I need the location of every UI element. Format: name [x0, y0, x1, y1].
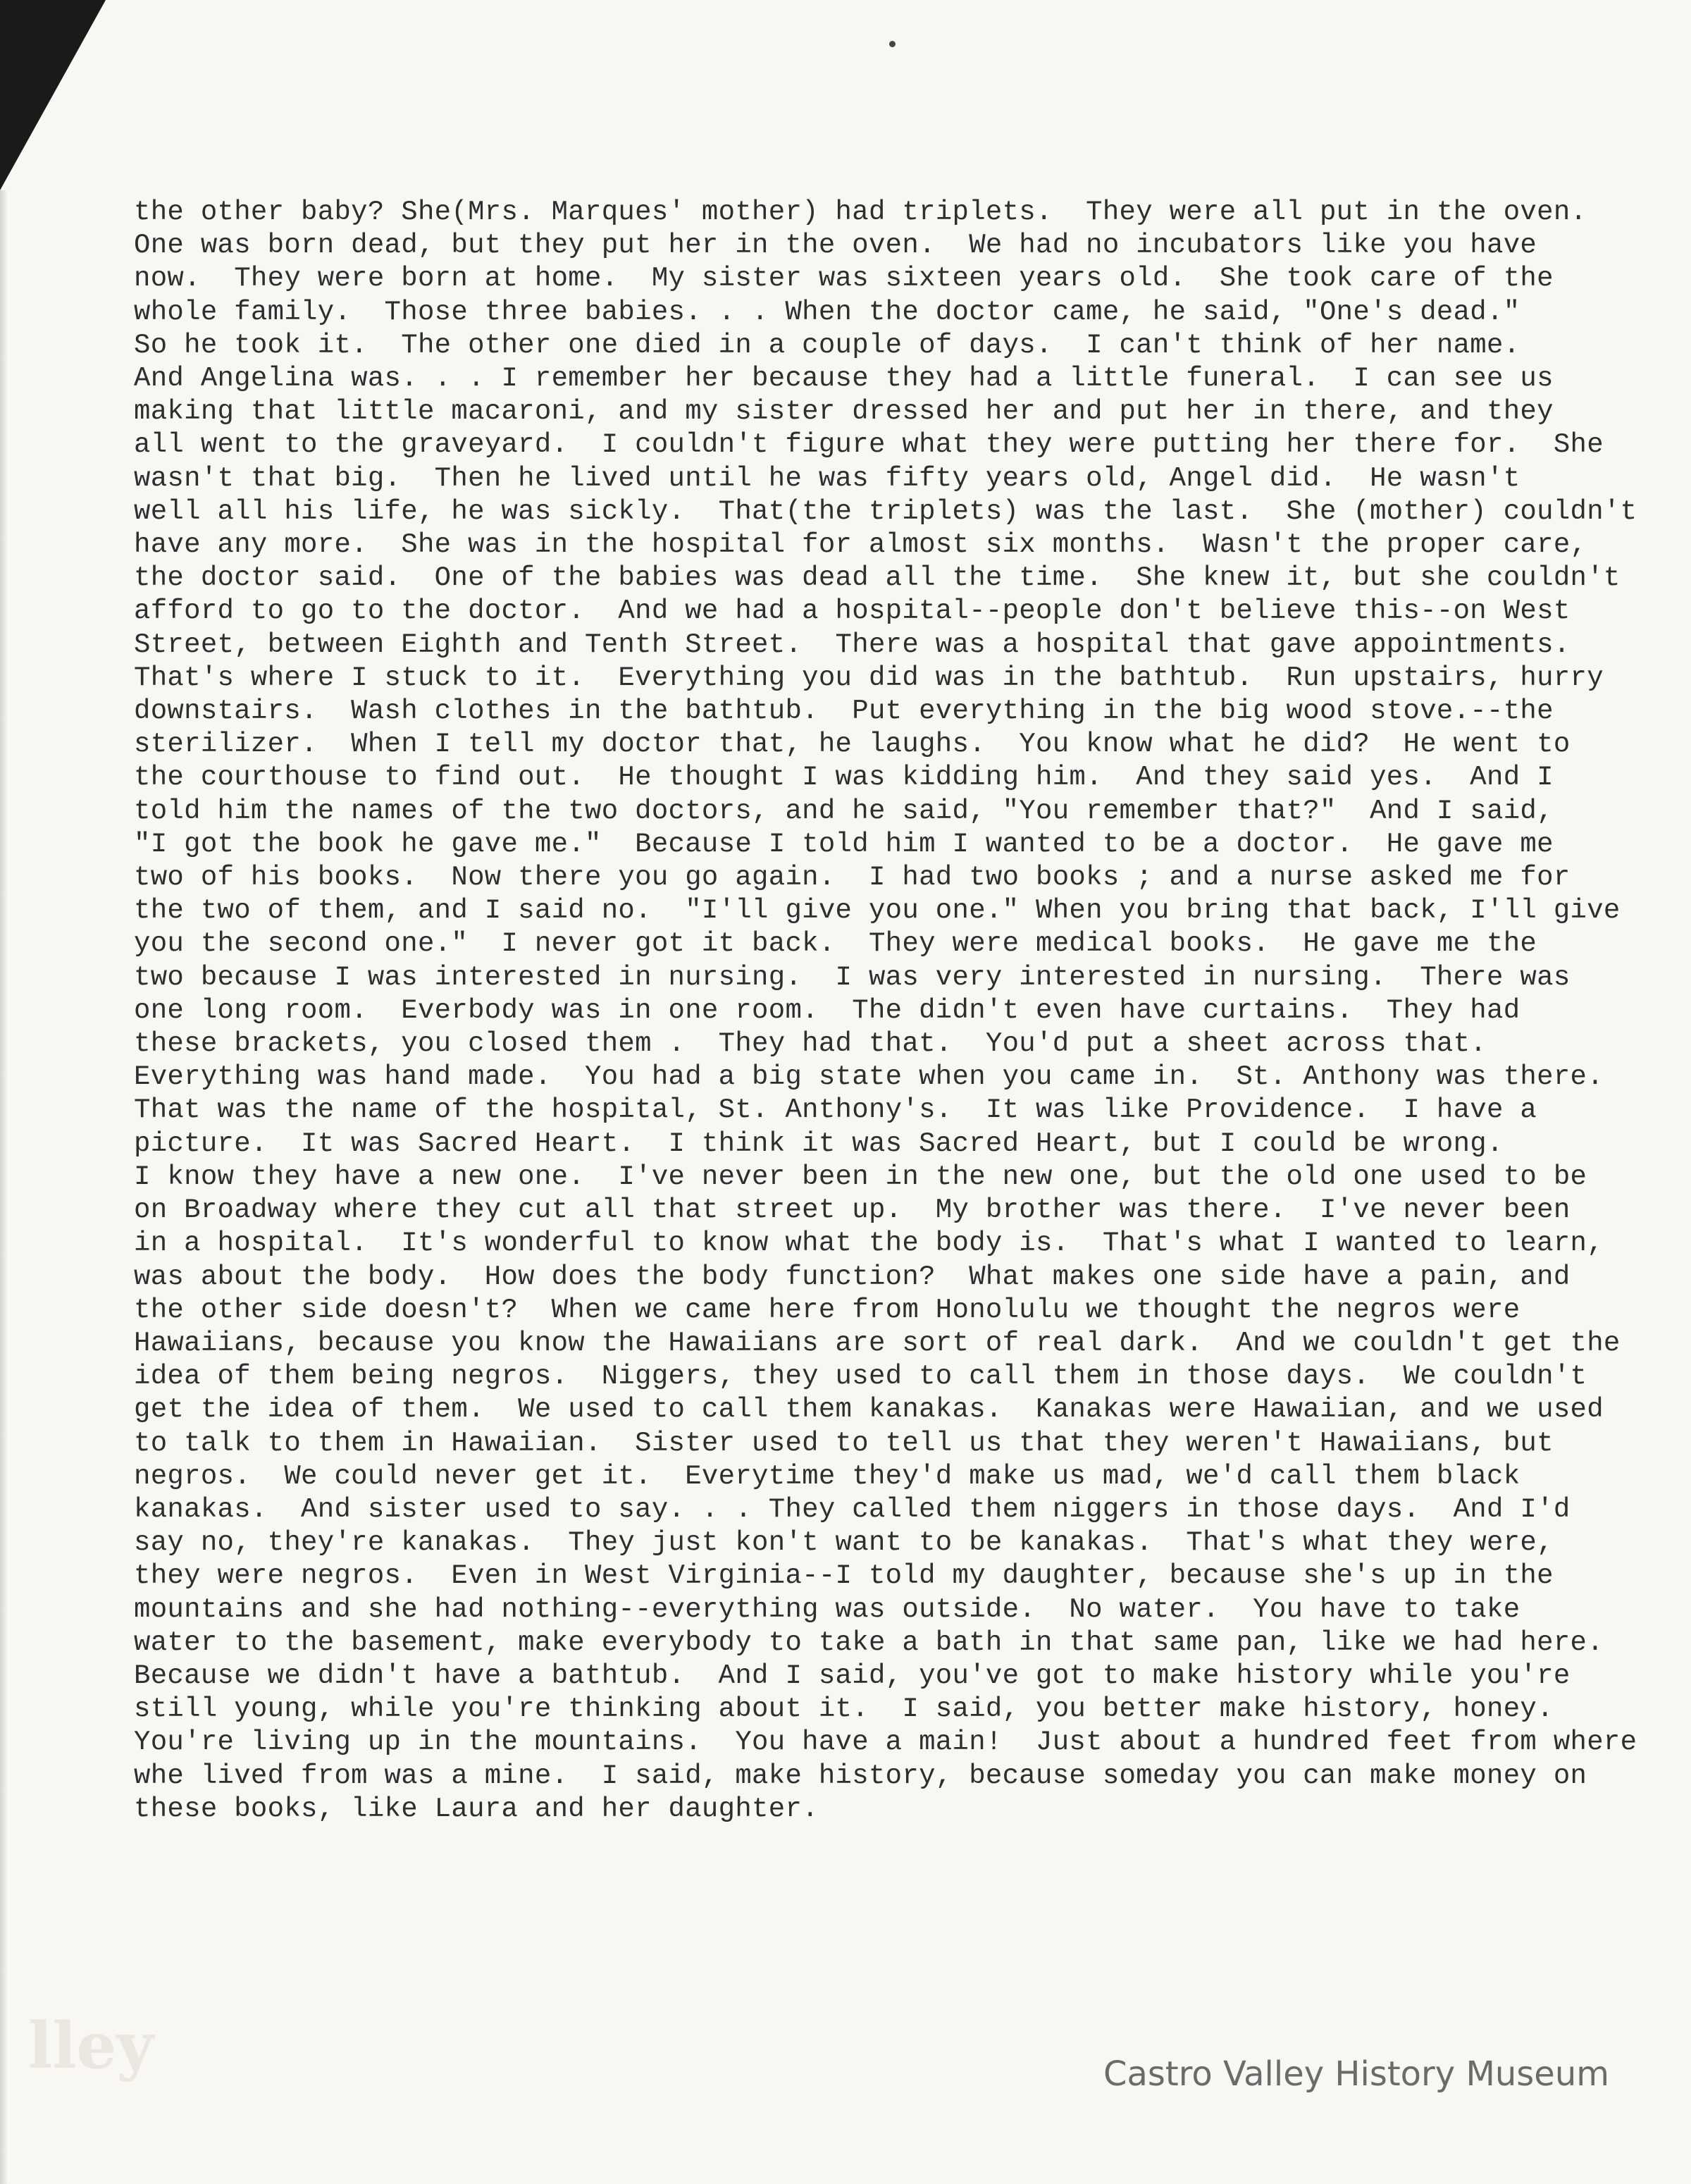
text-line: the two of them, and I said no. "I'll give you one." When you bring that back, I'll give: [134, 895, 1621, 927]
text-line: in a hospital. It's wonderful to know what the body is. That's what I wanted to learn,: [134, 1228, 1604, 1259]
text-line: whe lived from was a mine. I said, make history, because someday you can make money on: [134, 1760, 1587, 1791]
museum-watermark: Castro Valley History Museum: [1103, 2054, 1609, 2094]
text-line: the other baby? She(Mrs. Marques' mother) had triplets. They were all put in the oven.: [134, 197, 1587, 228]
page-edge-shadow: [0, 190, 7, 2184]
text-line: idea of them being negros. Niggers, they used to call them in those days. We couldn't: [134, 1361, 1587, 1393]
text-line: the other side doesn't? When we came here from Honolulu we thought the negros were: [134, 1294, 1520, 1326]
text-line: kanakas. And sister used to say. . . They called them niggers in those days. And I'd: [134, 1493, 1571, 1525]
text-line: picture. It was Sacred Heart. I think it was Sacred Heart, but I could be wrong.: [134, 1128, 1504, 1159]
text-line: That's where I stuck to it. Everything you did was in the bathtub. Run upstairs, hurry: [134, 662, 1604, 693]
text-line: two of his books. Now there you go again. I had two books ; and a nurse asked me for: [134, 862, 1571, 894]
text-line: Because we didn't have a bathtub. And I said, you've got to make history while you're: [134, 1660, 1571, 1691]
text-line: say no, they're kanakas. They just kon't want to be kanakas. That's what they were,: [134, 1527, 1554, 1559]
text-line: Street, between Eighth and Tenth Street. There was a hospital that gave appointments.: [134, 629, 1571, 660]
text-line: to talk to them in Hawaiian. Sister used to tell us that they weren't Hawaiians, but: [134, 1427, 1554, 1459]
text-line: they were negros. Even in West Virginia--I told my daughter, because she's up in the: [134, 1560, 1554, 1592]
background-ghost-text: lley: [28, 2009, 154, 2083]
text-line: afford to go to the doctor. And we had a hospital--people don't believe this--on West: [134, 596, 1571, 627]
text-line: now. They were born at home. My sister was sixteen years old. She took care of the: [134, 263, 1554, 295]
text-line: That was the name of the hospital, St. Anthony's. It was like Providence. I have a: [134, 1094, 1537, 1126]
text-line: get the idea of them. We used to call them kanakas. Kanakas were Hawaiian, and we used: [134, 1394, 1604, 1426]
text-line: "I got the book he gave me." Because I told him I wanted to be a doctor. He gave me: [134, 828, 1554, 860]
typewritten-transcript: [134, 196, 1656, 1826]
text-line: mountains and she had nothing--everything was outside. No water. You have to take: [134, 1593, 1520, 1625]
text-line: negros. We could never get it. Everytime they'd make us mad, we'd call them black: [134, 1460, 1520, 1492]
text-line: downstairs. Wash clothes in the bathtub. Put everything in the big wood stove.--the: [134, 696, 1554, 727]
text-line: wasn't that big. Then he lived until he was fifty years old, Angel did. He wasn't: [134, 462, 1520, 494]
text-line: was about the body. How does the body function? What makes one side have a pain, and: [134, 1261, 1571, 1292]
text-line: I know they have a new one. I've never been in the new one, but the old one used to be: [134, 1161, 1587, 1192]
ink-dot: [889, 41, 896, 47]
text-line: So he took it. The other one died in a couple of days. I can't think of her name.: [134, 329, 1520, 361]
text-line: sterilizer. When I tell my doctor that, he laughs. You know what he did? He went to: [134, 729, 1571, 760]
text-line: these books, like Laura and her daughter.: [134, 1793, 819, 1825]
text-line: one long room. Everbody was in one room. The didn't even have curtains. They had: [134, 994, 1520, 1026]
text-line: you the second one." I never got it back. They were medical books. He gave me the: [134, 928, 1537, 960]
text-line: Hawaiians, because you know the Hawaiians are sort of real dark. And we couldn't get the: [134, 1327, 1621, 1359]
text-line: all went to the graveyard. I couldn't figure what they were putting her there for. She: [134, 429, 1604, 461]
text-line: still young, while you're thinking about it. I said, you better make history, honey.: [134, 1693, 1554, 1725]
text-line: the courthouse to find out. He thought I was kidding him. And they said yes. And I: [134, 762, 1554, 794]
text-line: two because I was interested in nursing. I was very interested in nursing. There was: [134, 961, 1571, 993]
text-line: well all his life, he was sickly. That(the triplets) was the last. She (mother) couldn't: [134, 495, 1637, 527]
text-line: have any more. She was in the hospital for almost six months. Wasn't the proper care,: [134, 529, 1587, 561]
text-line: water to the basement, make everybody to take a bath in that same pan, like we had here.: [134, 1627, 1604, 1658]
folded-corner: [0, 0, 106, 190]
text-line: Everything was hand made. You had a big state when you came in. St. Anthony was there.: [134, 1061, 1604, 1093]
text-line: You're living up in the mountains. You have a main! Just about a hundred feet from where: [134, 1727, 1637, 1758]
text-line: told him the names of the two doctors, and he said, "You remember that?" And I said,: [134, 795, 1554, 827]
text-line: these brackets, you closed them . They had that. You'd put a sheet across that.: [134, 1028, 1487, 1060]
text-line: whole family. Those three babies. . . When the doctor came, he said, "One's dead.": [134, 296, 1520, 328]
text-line: the doctor said. One of the babies was dead all the time. She knew it, but she couldn't: [134, 562, 1621, 594]
text-line: making that little macaroni, and my sister dressed her and put her in there, and they: [134, 396, 1554, 428]
text-line: One was born dead, but they put her in the oven. We had no incubators like you have: [134, 230, 1537, 261]
text-line: And Angelina was. . . I remember her because they had a little funeral. I can see us: [134, 363, 1554, 395]
text-line: on Broadway where they cut all that street up. My brother was there. I've never been: [134, 1195, 1571, 1226]
